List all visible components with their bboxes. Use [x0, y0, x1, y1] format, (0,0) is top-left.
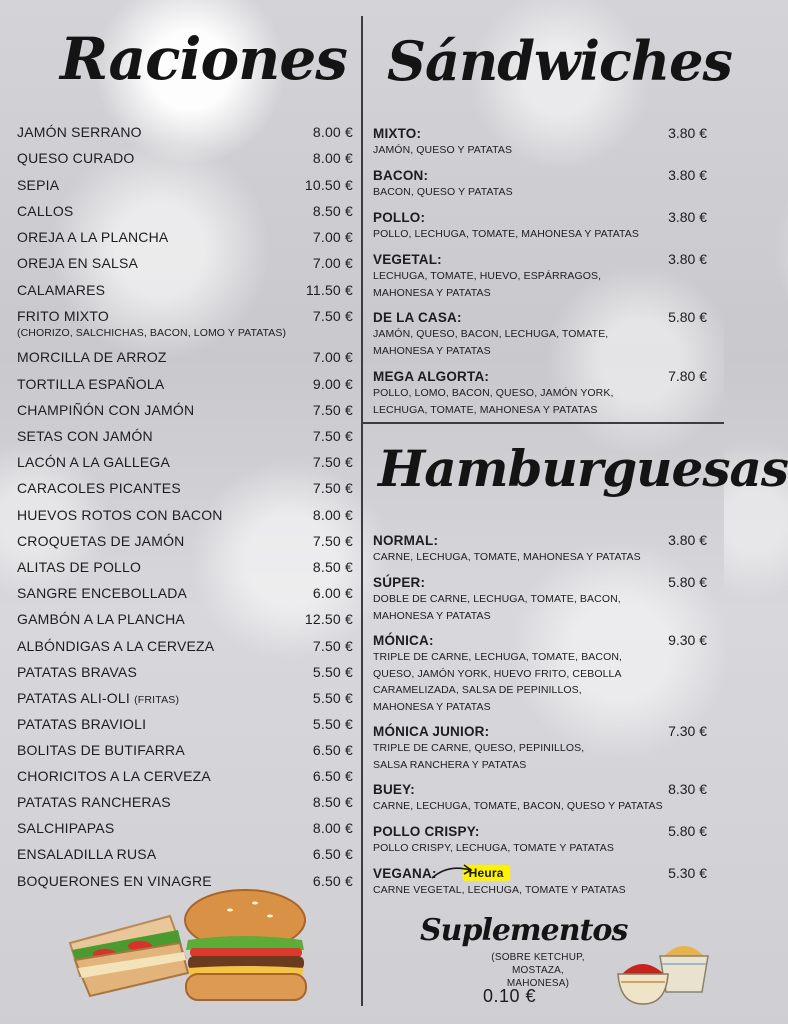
- racion-name: BOLITAS DE BUTIFARRA: [17, 742, 185, 758]
- racion-price: 7.00 €: [312, 229, 353, 245]
- sauce-bowls-icon: [614, 928, 714, 1008]
- sandwich-description: LECHUGA, TOMATE, HUEVO, ESPÁRRAGOS, MAHONESA Y PATATAS: [373, 270, 602, 299]
- sandwich-item: [373, 125, 707, 159]
- sandwich-price: 7.80 €: [668, 368, 707, 384]
- sandwiches-title: Sándwiches: [387, 29, 732, 93]
- racion-name: CARACOLES PICANTES: [17, 480, 181, 496]
- racion-subtext: (CHORIZO, SALCHICHAS, BACON, LOMO Y PATATAS): [17, 327, 287, 339]
- burger-description: POLLO CRISPY, LECHUGA, TOMATE Y PATATAS: [373, 842, 615, 854]
- racion-price: 8.00 €: [312, 150, 353, 166]
- racion-name: SEPIA: [17, 177, 60, 193]
- burger-price: 5.80 €: [668, 823, 707, 839]
- sandwich-name: MEGA ALGORTA:: [373, 369, 490, 384]
- racion-name: CALAMARES: [17, 282, 106, 298]
- sandwich-price: 3.80 €: [668, 125, 707, 141]
- racion-name: LACÓN A LA GALLEGA: [17, 454, 171, 470]
- hamburguesas-title: Hamburguesas: [378, 439, 788, 498]
- racion-price: 12.50 €: [304, 611, 353, 627]
- heura-logo: Heura: [463, 865, 510, 881]
- mustard-bowl-icon: [660, 946, 708, 992]
- racion-price: 10.50 €: [304, 177, 353, 193]
- burger-description: CARNE, LECHUGA, TOMATE, MAHONESA Y PATATAS: [373, 551, 641, 563]
- racion-price: 5.50 €: [312, 690, 353, 706]
- sandwich-name: BACON:: [373, 168, 429, 183]
- racion-name: QUESO CURADO: [17, 150, 135, 166]
- racion-price: 6.50 €: [312, 768, 353, 784]
- racion-name: PATATAS BRAVIOLI: [17, 716, 147, 732]
- racion-price: 5.50 €: [312, 716, 353, 732]
- section-divider: [362, 422, 724, 424]
- racion-name: OREJA EN SALSA: [17, 255, 139, 271]
- racion-price: 7.50 €: [312, 533, 353, 549]
- racion-name: [17, 690, 179, 709]
- racion-name: ENSALADILLA RUSA: [17, 846, 157, 862]
- sandwich-item: [373, 251, 707, 301]
- racion-price: 7.50 €: [312, 428, 353, 444]
- ketchup-bowl-icon: [618, 964, 668, 1004]
- burger-item: [373, 781, 707, 815]
- burger-name: MÓNICA JUNIOR:: [373, 724, 490, 739]
- burger-price: 7.30 €: [668, 723, 707, 739]
- racion-price: 7.50 €: [312, 402, 353, 418]
- racion-price: 6.00 €: [312, 585, 353, 601]
- sandwich-description: POLLO, LECHUGA, TOMATE, MAHONESA Y PATATAS: [373, 228, 639, 240]
- sandwich-burger-illustration: [60, 888, 310, 1008]
- racion-name: SANGRE ENCEBOLLADA: [17, 585, 188, 601]
- racion-price: 8.50 €: [312, 203, 353, 219]
- burger-name: BUEY:: [373, 782, 416, 797]
- racion-price: 8.00 €: [312, 124, 353, 140]
- burger-name: MÓNICA:: [373, 633, 434, 648]
- racion-price: 8.00 €: [312, 507, 353, 523]
- sandwich-name: MIXTO:: [373, 126, 422, 141]
- racion-name: CALLOS: [17, 203, 74, 219]
- racion-name: PATATAS BRAVAS: [17, 664, 138, 680]
- sandwich-item: [373, 209, 707, 243]
- racion-price: 7.50 €: [312, 480, 353, 496]
- sandwich-name: DE LA CASA:: [373, 310, 462, 325]
- suplementos-note: [473, 951, 603, 990]
- racion-price: 5.50 €: [312, 664, 353, 680]
- burger-price: 5.30 €: [668, 865, 707, 881]
- racion-price: 8.50 €: [312, 559, 353, 575]
- racion-price: 9.00 €: [312, 376, 353, 392]
- burger-name: SÚPER:: [373, 575, 426, 590]
- burger-item: [373, 865, 707, 899]
- burger-name: POLLO CRISPY:: [373, 824, 480, 839]
- racion-name: CROQUETAS DE JAMÓN: [17, 533, 185, 549]
- suplementos-price: 0.10 €: [483, 986, 537, 1006]
- sandwich-price: 3.80 €: [668, 209, 707, 225]
- racion-name: MORCILLA DE ARROZ: [17, 349, 167, 365]
- racion-name: CHAMPIÑÓN CON JAMÓN: [17, 402, 195, 418]
- burger-price: 3.80 €: [668, 532, 707, 548]
- burger-item: [373, 723, 707, 773]
- racion-name: ALBÓNDIGAS A LA CERVEZA: [17, 638, 215, 654]
- burger-description: CARNE, LECHUGA, TOMATE, BACON, QUESO Y PATATAS: [373, 800, 663, 812]
- sandwich-price: 5.80 €: [668, 309, 707, 325]
- burger-item: [373, 823, 707, 857]
- burger-item: [373, 574, 707, 624]
- sandwich-icon: [70, 916, 188, 996]
- racion-price: 6.50 €: [312, 873, 353, 889]
- racion-note: (FRITAS): [134, 694, 180, 706]
- racion-name: PATATAS RANCHERAS: [17, 794, 171, 810]
- racion-name: SALCHIPAPAS: [17, 820, 115, 836]
- suplementos-note-line: MAHONESA): [506, 978, 570, 989]
- burger-price: 9.30 €: [668, 632, 707, 648]
- sandwich-item: [373, 167, 707, 201]
- sandwich-price: 3.80 €: [668, 251, 707, 267]
- column-divider: [361, 16, 363, 1006]
- racion-price: 6.50 €: [312, 846, 353, 862]
- racion-price: 11.50 €: [305, 282, 353, 298]
- burger-name: NORMAL:: [373, 533, 439, 548]
- burger-item: [373, 632, 707, 715]
- racion-price: 8.50 €: [312, 794, 353, 810]
- sandwich-description: JAMÓN, QUESO Y PATATAS: [373, 144, 513, 156]
- arrow-icon: [430, 862, 476, 882]
- sandwich-price: 3.80 €: [668, 167, 707, 183]
- racion-name: JAMÓN SERRANO: [17, 124, 142, 140]
- burger-item: [373, 532, 707, 566]
- racion-name: TORTILLA ESPAÑOLA: [17, 376, 165, 392]
- racion-name: CHORICITOS A LA CERVEZA: [17, 768, 211, 784]
- suplementos-title: Suplementos: [420, 913, 628, 948]
- raciones-title: Raciones: [60, 25, 347, 93]
- sandwich-item: [373, 368, 707, 418]
- racion-price: 7.50 €: [312, 308, 353, 324]
- racion-price: 7.50 €: [312, 454, 353, 470]
- burger-description: CARNE VEGETAL, LECHUGA, TOMATE Y PATATAS: [373, 884, 626, 896]
- sandwich-description: BACON, QUESO Y PATATAS: [373, 186, 513, 198]
- racion-name: ALITAS DE POLLO: [17, 559, 142, 575]
- racion-name: OREJA A LA PLANCHA: [17, 229, 169, 245]
- sandwich-description: POLLO, LOMO, BACON, QUESO, JAMÓN YORK, LECHUGA, TOMATE, MAHONESA Y PATATAS: [373, 387, 614, 416]
- sandwich-name: VEGETAL:: [373, 252, 442, 267]
- sandwich-name: POLLO:: [373, 210, 426, 225]
- burger-price: 8.30 €: [668, 781, 707, 797]
- burger-price: 5.80 €: [668, 574, 707, 590]
- suplementos-note-line: (SOBRE KETCHUP, MOSTAZA,: [491, 952, 585, 976]
- racion-price: 7.50 €: [312, 638, 353, 654]
- racion-price: 8.00 €: [312, 820, 353, 836]
- burger-name-text: VEGANA:: [373, 866, 437, 881]
- racion-name: FRITO MIXTO: [17, 308, 109, 324]
- sandwich-description: JAMÓN, QUESO, BACON, LECHUGA, TOMATE, MAHONESA Y PATATAS: [373, 328, 609, 357]
- racion-price: 7.00 €: [312, 349, 353, 365]
- burger-description: TRIPLE DE CARNE, QUESO, PEPINILLOS, SALSA RANCHERA Y PATATAS: [373, 742, 585, 771]
- racion-name-text: PATATAS ALI-OLI: [17, 690, 130, 706]
- sandwich-item: [373, 309, 707, 359]
- hamburger-icon: [185, 890, 306, 1000]
- burger-description: DOBLE DE CARNE, LECHUGA, TOMATE, BACON, MAHONESA Y PATATAS: [373, 593, 621, 622]
- racion-price: 7.00 €: [312, 255, 353, 271]
- burger-description: TRIPLE DE CARNE, LECHUGA, TOMATE, BACON, QUESO, JAMÓN YORK, HUEVO FRITO, CEBOLLA CARAMELIZADA, SALSA DE PEPINILLOS, MAHONESA Y PATATAS: [373, 651, 623, 713]
- racion-name: BOQUERONES EN VINAGRE: [17, 873, 212, 889]
- racion-name: HUEVOS ROTOS CON BACON: [17, 507, 223, 523]
- burger-name: [373, 865, 707, 882]
- racion-name: GAMBÓN A LA PLANCHA: [17, 611, 185, 627]
- racion-name: SETAS CON JAMÓN: [17, 428, 153, 444]
- racion-price: 6.50 €: [312, 742, 353, 758]
